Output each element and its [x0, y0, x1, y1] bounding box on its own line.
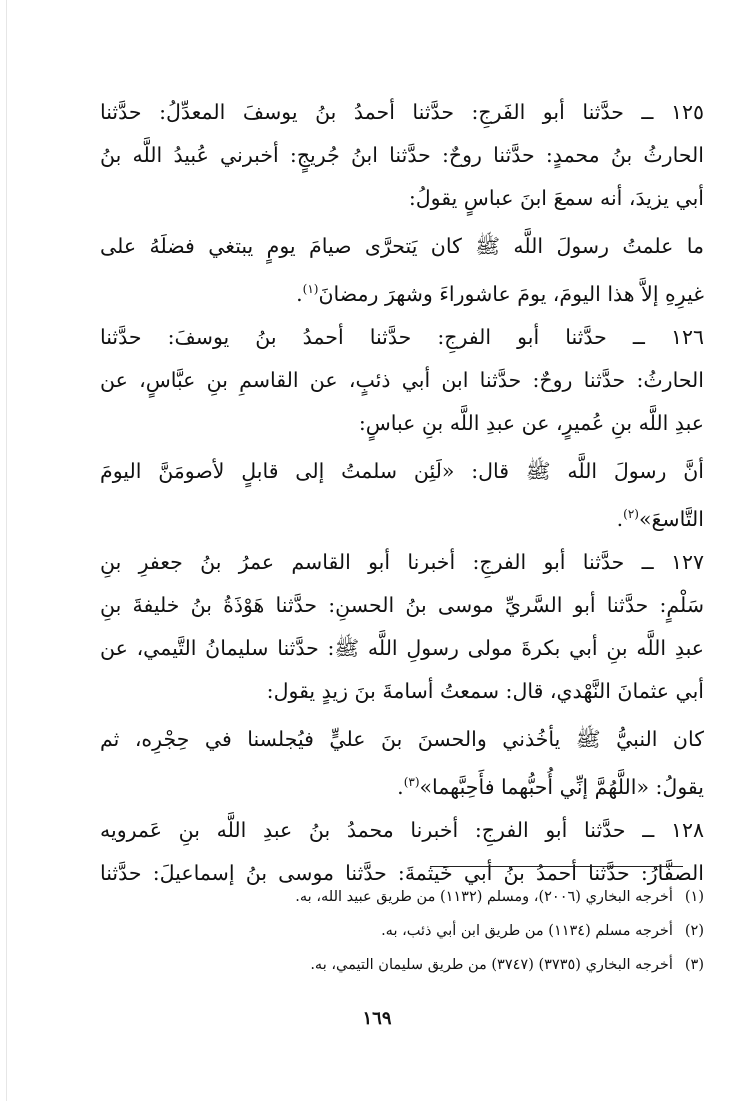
text-line-content: غيرِهِ إلاَّ هذا اليومَ، يومَ عاشوراءَ وشهرَ رمضانَ: [318, 281, 704, 306]
text-line: أبي يزيدَ، أنه سمعَ ابنَ عباسٍ يقولُ:: [408, 186, 704, 210]
text-line: عبدِ اللَّه بنِ عُميرٍ، عن عبدِ اللَّه بنِ عباسٍ:: [358, 411, 704, 435]
punctuation: .: [296, 281, 303, 306]
footnote-number: (٣): [684, 957, 704, 973]
text-line: ١٢٥ ــ حدَّثنا أبو الفَرجِ: حدَّثنا أحمدُ بنُ يوسفَ المعدِّلُ: حدَّثنا: [100, 100, 704, 124]
text-line: كان النبيُّ ﷺ يأخُذني والحسنَ بنَ عليٍّ فيُجلسنا في حِجْرِه، ثم: [100, 727, 704, 751]
text-line: أبي عثمانَ النَّهْدي، قال: سمعتُ أسامةَ بنَ زيدٍ يقول:: [266, 679, 704, 703]
hadith-125-matn: [100, 225, 704, 311]
text-line: ما علمتُ رسولَ اللَّه ﷺ كان يَتحرَّى صيامَ يومٍ يبتغي فضلَهُ على: [100, 234, 704, 258]
punctuation: .: [616, 506, 624, 531]
text-line: [100, 761, 704, 804]
footnotes: [100, 880, 704, 982]
hadith-125: [100, 91, 704, 220]
page-edge-shadow: [6, 0, 7, 1101]
text-line: الحارثُ بنُ محمدٍ: حدَّثنا روحٌ: حدَّثنا ابنُ جُريجٍ: أخبرني عُبيدُ اللَّه بنُ: [100, 143, 704, 167]
footnote-text: أخرجه البخاري (٢٠٠٦)، ومسلم (١١٣٢) من طريق عبيد الله، به.: [295, 889, 673, 905]
footnote-number: (١): [684, 889, 704, 905]
text-line: أنَّ رسولَ اللَّه ﷺ قال: «لَئِن سلمتُ إلى قابلٍ لأصومَنَّ اليومَ: [100, 459, 704, 483]
hadith-127-matn: [100, 718, 704, 804]
text-line: سَلْمٍ: حدَّثنا أبو السَّريِّ موسى بنُ الحسنِ: حدَّثنا هَوْذَةُ بنُ خليفةَ بنِ: [100, 593, 704, 617]
footnote-separator: [430, 866, 683, 867]
text-line: الصفَّارُ: حدَّثنا أحمدُ بنُ أبي خَيثمةَ: حدَّثنا موسى بنُ إسماعيلَ: حدَّثنا: [100, 861, 704, 885]
footnote-3: [100, 948, 704, 982]
text-line: ١٢٨ ــ حدَّثنا أبو الفرجِ: أخبرنا محمدُ بنُ عبدِ اللَّه بنِ عَمرويه: [100, 818, 704, 842]
text-line: الحارثُ: حدَّثنا روحٌ: حدَّثنا ابن أبي ذئبٍ، عن القاسمِ بنِ عبَّاسٍ، عن: [100, 368, 704, 392]
footnote-text: أخرجه مسلم (١١٣٤) من طريق ابن أبي ذئب، به.: [381, 923, 673, 939]
hadith-126: [100, 316, 704, 445]
punctuation: .: [397, 774, 404, 799]
hadith-126-matn: [100, 450, 704, 536]
footnote-text: أخرجه البخاري (٣٧٣٥) (٣٧٤٧) من طريق سليمان التيمي، به.: [310, 957, 673, 973]
text-line: [100, 268, 704, 311]
footnote-2: [100, 914, 704, 948]
text-line: ١٢٧ ــ حدَّثنا أبو الفرجِ: أخبرنا أبو القاسم عمرُ بنُ جعفرِ بنِ: [100, 550, 704, 574]
footnote-1: [100, 880, 704, 914]
text-line: عبدِ اللَّه بنِ أبي بكرةَ مولى رسولِ اللَّه ﷺ: حدَّثنا سليمانُ التَّيمي، عن: [100, 636, 704, 660]
text-line: [100, 493, 704, 536]
footnote-ref: (١): [302, 282, 319, 296]
hadith-127: [100, 541, 704, 713]
text-line: ١٢٦ ــ حدَّثنا أبو الفرجِ: حدَّثنا أحمدُ بنُ يوسفَ: حدَّثنا: [100, 325, 704, 349]
footnote-number: (٢): [684, 923, 704, 939]
footnote-ref: (٢): [623, 507, 639, 521]
main-text: [100, 86, 704, 895]
text-line-content: يقولُ: «اللَّهُمَّ إنِّي أُحبُّهما فأَحِبَّهما»: [419, 774, 704, 799]
footnote-ref: (٣): [403, 775, 420, 789]
page-number: ١٦٩: [362, 1008, 392, 1029]
text-line-content: التَّاسعَ»: [638, 506, 704, 531]
